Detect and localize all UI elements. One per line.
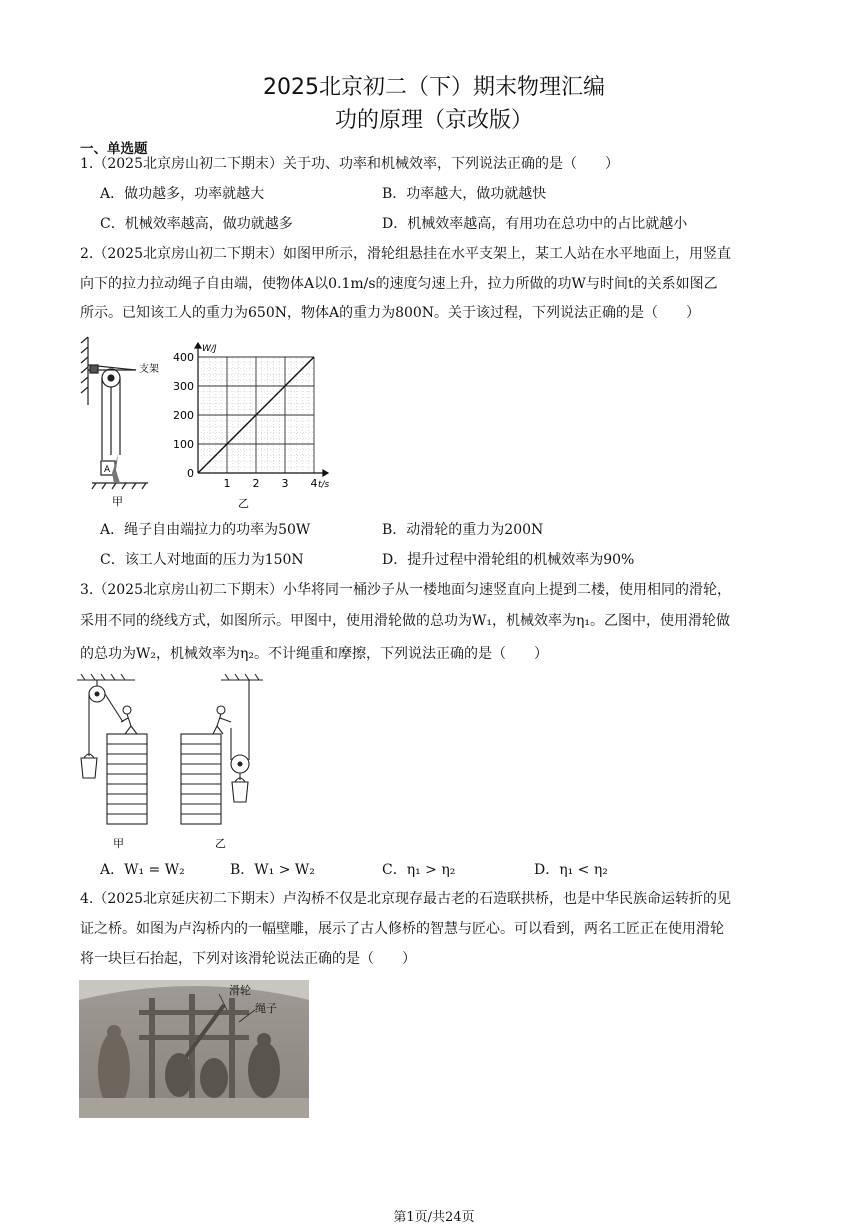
- q1-option-d: D．机械效率越高，有用功在总功中的占比就越小: [382, 216, 688, 232]
- x-axis-label: t/s: [318, 480, 330, 490]
- q2-work-time-chart: [170, 335, 345, 510]
- q3-caption-left: 甲: [113, 837, 124, 850]
- pulley-label: 滑轮: [229, 984, 251, 997]
- y-tick-label: 200: [173, 409, 194, 422]
- q2-pulley-figure: [78, 335, 178, 507]
- y-axis-label: W/J: [202, 344, 217, 354]
- q3-option-b: B．W₁ > W₂: [230, 862, 315, 878]
- question-3-line-2: 采用不同的绕线方式，如图所示。甲图中，使用滑轮做的总功为W₁，机械效率为η₁。乙图中，使用滑轮做: [80, 613, 730, 629]
- y-tick-label: 0: [187, 467, 194, 480]
- q3-option-d: D．η₁ < η₂: [534, 862, 608, 878]
- q2-option-a: A．绳子自由端拉力的功率为50W: [100, 522, 311, 538]
- page-footer: 第1页/共24页: [393, 1210, 475, 1225]
- x-tick-label: 1: [223, 477, 231, 490]
- question-2-line-3: 所示。已知该工人的重力为650N，物体A的重力为800N。关于该过程，下列说法正确的是（ ）: [80, 305, 701, 321]
- x-axis-arrow: [323, 470, 328, 476]
- q1-option-a: A．做功越多，功率就越大: [100, 186, 265, 202]
- q2-option-b: B．动滑轮的重力为200N: [382, 522, 544, 538]
- q2-option-d: D．提升过程中滑轮组的机械效率为90%: [382, 552, 635, 568]
- page-subtitle: 功的原理（京改版）: [334, 108, 533, 133]
- question-2-line-2: 向下的拉力拉动绳子自由端，使物体A以0.1m/s的速度匀速上升，拉力所做的功W与时间t的关系如图乙: [80, 276, 718, 292]
- y-axis-arrow: [195, 343, 201, 348]
- x-tick-label: 4: [310, 477, 318, 490]
- x-tick-label: 3: [281, 477, 289, 490]
- question-1-stem: 1.（2025北京房山初二下期末）关于功、功率和机械效率，下列说法正确的是（ ）: [80, 156, 619, 172]
- page-title: 2025北京初二（下）期末物理汇编: [263, 75, 605, 100]
- question-4-line-2: 证之桥。如图为卢沟桥内的一幅壁雕，展示了古人修桥的智慧与匠心。可以看到，两名工匠正在使用滑轮: [80, 921, 724, 937]
- rope-label: 绳子: [255, 1002, 277, 1015]
- q1-option-b: B．功率越大，做功就越快: [382, 186, 547, 202]
- q3-option-c: C．η₁ > η₂: [382, 862, 456, 878]
- question-3-line-3: 的总功为W₂，机械效率为η₂。不计绳重和摩擦，下列说法正确的是（ ）: [80, 646, 549, 662]
- object-a-label: A: [104, 465, 111, 475]
- q1-option-c: C．机械效率越高，做功就越多: [100, 216, 293, 232]
- q3-pulley-figure: [75, 672, 275, 852]
- question-4-line-3: 将一块巨石抬起，下列对该滑轮说法正确的是（ ）: [80, 951, 416, 967]
- section-heading: 一、单选题: [80, 141, 148, 157]
- q2-option-c: C．该工人对地面的压力为150N: [100, 552, 304, 568]
- bracket-label: 支架: [139, 364, 159, 375]
- question-2-line-1: 2.（2025北京房山初二下期末）如图甲所示，滑轮组悬挂在水平支架上，某工人站在水平地面上，用竖直: [80, 246, 731, 262]
- question-3-line-1: 3.（2025北京房山初二下期末）小华将同一桶沙子从一楼地面匀速竖直向上提到二楼，使用相同的滑轮，: [80, 582, 731, 598]
- q3-caption-right: 乙: [215, 837, 226, 850]
- y-tick-label: 100: [173, 438, 194, 451]
- q4-relief-photo: [79, 980, 309, 1118]
- question-4-line-1: 4.（2025北京延庆初二下期末）卢沟桥不仅是北京现存最古老的石造联拱桥，也是中华民族命运转折的见: [80, 891, 731, 907]
- x-tick-label: 2: [252, 477, 260, 490]
- figure-yi-caption: 乙: [238, 497, 249, 510]
- y-tick-label: 400: [173, 351, 194, 364]
- q3-option-a: A．W₁ = W₂: [100, 862, 185, 878]
- figure-jia-caption: 甲: [112, 495, 123, 507]
- y-tick-label: 300: [173, 380, 194, 393]
